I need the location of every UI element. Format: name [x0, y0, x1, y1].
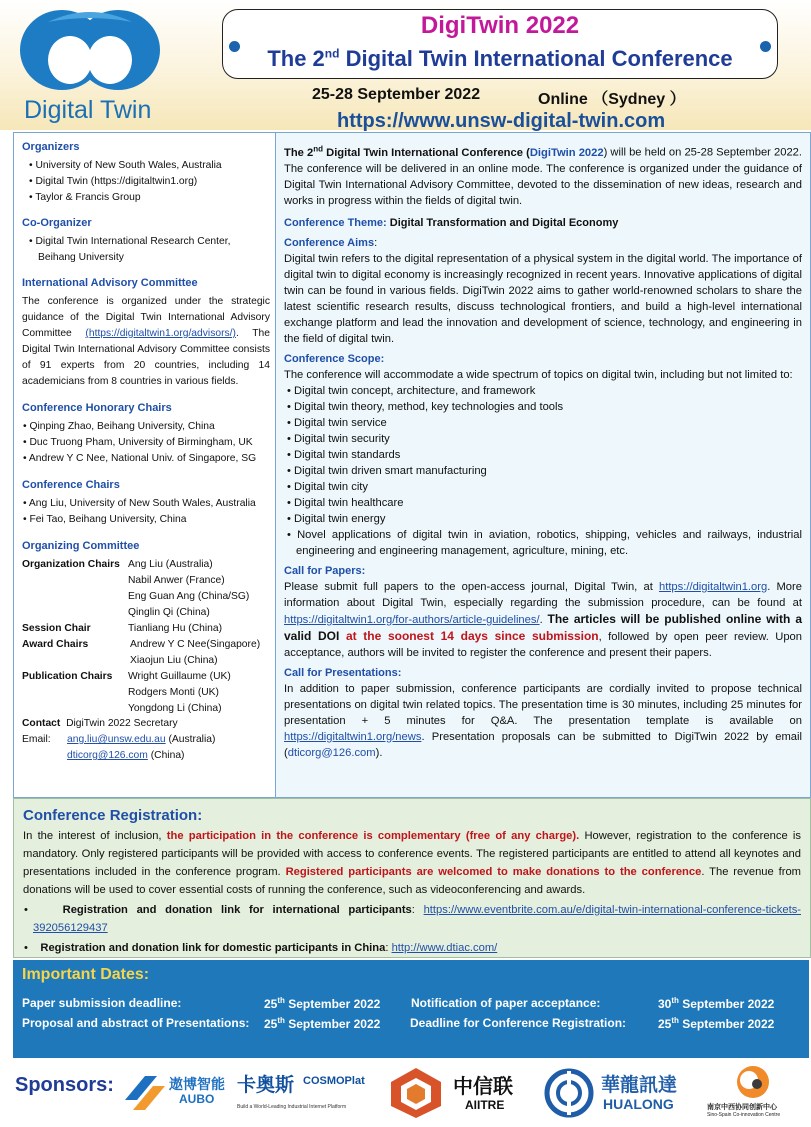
chair-item: • Fei Tao, Beihang University, China [23, 514, 187, 525]
sponsors-label: Sponsors: [15, 1074, 114, 1096]
header-banner [0, 0, 811, 130]
scope-item: • Digital twin energy [287, 512, 386, 525]
organizer-item: • Taylor & Francis Group [29, 192, 141, 203]
scope-item: • Digital twin healthcare [287, 496, 404, 509]
chair-item: • Ang Liu, University of New South Wales, Australia [23, 498, 256, 509]
theme-line: Conference Theme: Digital Transformation and Digital Economy [284, 216, 619, 229]
aiitre-logo: 中信联 AIITRE [453, 1076, 513, 1112]
hexagon-logo [387, 1066, 445, 1120]
cn-registration-item: • Registration and donation link for domestic participants in China: http://www.dtiac.com/ [24, 942, 498, 954]
dtiac-link[interactable]: http://www.dtiac.com/ [391, 942, 498, 954]
scope-item: • Digital twin service [287, 416, 387, 429]
org-chairs-list: Ang Liu (Australia) Nabil Anwer (France) Eng Guan Ang (China/SG) Qinglin Qi (China) [128, 559, 250, 618]
organizers-heading: Organizers [22, 141, 80, 153]
news-link[interactable]: https://digitaltwin1.org/news [284, 730, 422, 743]
right-column [276, 133, 810, 797]
presentations-heading: Call for Presentations: [284, 666, 402, 679]
organizer-item: • Digital Twin (https://digitaltwin1.org) [29, 176, 198, 187]
intro-paragraph: The 2nd Digital Twin International Conference (DigiTwin 2022) will be held on 25-28 September 2022. The conference will be delivered in an online mode. The conference is organized under the guidance of Digital Twin International Advisory Committee, devoted to the dissemination of new ideas, research and works in progress within the fields of digital twin. [284, 144, 802, 207]
committee-heading: Organizing Committee [22, 540, 140, 552]
co-organizer-item: • Digital Twin International Research Center, Beihang University [29, 236, 231, 263]
registration-title: Conference Registration: [23, 807, 203, 824]
email-china: dticorg@126.com (China) [67, 750, 185, 761]
eventbrite-link[interactable]: https://www.eventbrite.com.au/e/digital-twin-international-conference-tickets-392056129437 [33, 904, 802, 934]
aims-heading: Conference Aims: [284, 236, 378, 249]
guidelines-link[interactable]: https://digitaltwin1.org/for-authors/article-guidelines/ [284, 613, 540, 626]
co-organizer-heading: Co-Organizer [22, 217, 92, 229]
scope-intro: The conference will accommodate a wide spectrum of topics on digital twin, including but not limited to: [284, 368, 793, 381]
papers-text: Please submit full papers to the open-access journal, Digital Twin, at https://digitaltwin1.org. More information about Digital Twin, especially regarding the submission procedure, can be found at https://digitaltwin1.org/for-authors/article-guidelines/. The articles will be published online with a valid DOI at the soonest 14 days since submission, followed by open peer review. Upon acceptance, authors will be invited to register the conference and present their papers. [284, 580, 802, 659]
sino-spain-mark-icon [735, 1064, 771, 1100]
main-columns [13, 132, 811, 798]
registration-body [23, 827, 801, 957]
important-dates-title: Important Dates: [22, 966, 150, 983]
aims-text: Digital twin refers to the digital representation of a physical system in the digital world. The importance of digital twin to digital economy is increasingly recognized in recent years. Innovative applications of digital twin can be found in various fields. DigiTwin 2022 aims to gather world-renowned scholars to share the latest scientific research results, discuss technological frontiers, and build a high-level international exchange platform and lead the innovation and development of science, technology, and engineering in the field of digital twin. [284, 252, 802, 345]
date-label: Paper submission deadline: [22, 996, 182, 1010]
advisory-heading: International Advisory Committee [22, 277, 198, 289]
date-value: 25th September 2022 [264, 996, 381, 1011]
chairs-heading: Conference Chairs [22, 479, 120, 491]
hualong-logo: 華龍訊達 HUALONG [543, 1064, 703, 1122]
honorary-item: • Duc Truong Pham, University of Birmingham, UK [23, 437, 253, 448]
intl-registration-item: • Registration and donation link for international participants: https://www.eventbrite.com.au/e/digital-twin-international-conference-tickets-392056129437 [24, 904, 802, 934]
conference-dates: 25-28 September 2022 [312, 86, 481, 103]
title-box [222, 9, 778, 79]
left-column [14, 133, 276, 797]
papers-heading: Call for Papers: [284, 564, 366, 577]
advisory-text: The conference is organized under the strategic guidance of the Digital Twin International Advisory Committee (https://digitaltwin1.org/advisors/). The Digital Twin International Advisory Committee consists of 91 experts from 20 countries, including 14 academicians from 8 countries in various fields. [22, 296, 270, 387]
scope-list [284, 383, 802, 559]
advisors-link[interactable]: (https://digitaltwin1.org/advisors/) [85, 328, 236, 339]
honorary-item: • Andrew Y C Nee, National Univ. of Singapore, SG [23, 453, 257, 464]
journal-link[interactable]: https://digitaltwin1.org [658, 580, 768, 593]
scope-heading: Conference Scope: [284, 352, 385, 365]
scope-item: • Digital twin concept, architecture, and framework [287, 384, 536, 397]
conference-url[interactable]: https://www.unsw-digital-twin.com [337, 110, 666, 132]
sino-spain-logo: 南京中西协同创新中心 Sino-Spain Co-innovation Centre [707, 1064, 805, 1122]
conference-place: Online （Sydney ） [538, 91, 686, 108]
hualong-mark-icon [543, 1068, 595, 1118]
kaos-cosmoplat-logo: 卡奥斯 COSMOPlat Build a World-Leading Industrial Internet Platform [237, 1075, 365, 1110]
date-label: Deadline for Conference Registration: [410, 1016, 627, 1030]
date-value: 25th September 2022 [264, 1016, 381, 1031]
date-value: 30th September 2022 [658, 996, 775, 1011]
presentations-text: In addition to paper submission, conference participants are cordially invited to propose technical presentations on digital twin related topics. The presentation time is 30 minutes, including 25 minutes for presentation + 5 minutes for Q&A. The presentation template is available on https://digitaltwin1.org/news. Presentation proposals can be submitted to DigiTwin 2022 by email (dticorg@126.com). [284, 682, 802, 759]
important-dates-section [13, 960, 809, 1058]
registration-text: In the interest of inclusion, the participation in the conference is complementary (free of any charge). However, registration to the conference is mandatory. Only registered participants will be provided with access to conference events. The registered participants are entitled to attend all keynotes and presentations included in the conference program. Registered participants are welcomed to make donations to the conference. The revenue from donations will be used to cover essential costs of running the conference, such as videoconferencing and awards. [23, 830, 801, 896]
date-label: Proposal and abstract of Presentations: [22, 1016, 250, 1030]
award-chairs-list: Andrew Y C Nee(Singapore) Xiaojun Liu (China) [130, 639, 261, 666]
publication-chairs-list: Wright Guillaume (UK) Rodgers Monti (UK) Yongdong Li (China) [128, 671, 231, 714]
scope-item: • Digital twin theory, method, key technologies and tools [287, 400, 564, 413]
scope-item: • Digital twin driven smart manufacturing [287, 464, 487, 477]
logo-text: Digital Twin [24, 96, 152, 124]
date-label: Notification of paper acceptance: [411, 996, 601, 1010]
email-australia: ang.liu@unsw.edu.au (Australia) [67, 734, 216, 745]
scope-item: • Digital twin security [287, 432, 390, 445]
contact-line: Contact DigiTwin 2022 Secretary [22, 718, 178, 729]
honorary-item: • Qinping Zhao, Beihang University, China [23, 421, 215, 432]
scope-item: • Digital twin standards [287, 448, 401, 461]
organizer-item: • University of New South Wales, Australia [29, 160, 222, 171]
conference-subtitle: The 2nd Digital Twin International Conference [267, 46, 733, 71]
committee-table: Organization Chairs Ang Liu (Australia) Nabil Anwer (France) Eng Guan Ang (China/SG) Qinglin Qi (China) Session Chair Tianliang Hu (China) Award Chairs Andrew Y C Nee(Singapore) Xiaojun Liu (China) Publication Chairs Wright Guillaume (UK) Rodgers Monti (UK) Yongdong Li (China) Contact DigiTwin 2022 Secretary Email: ang.liu@unsw.edu.au (Australia) dticorg@126.com (China) [22, 557, 270, 757]
scope-item: • Novel applications of digital twin in aviation, robotics, shipping, vehicles and railways, industrial engineering and engineering management, agriculture, mining, etc. [287, 528, 802, 557]
date-value: 25th September 2022 [658, 1016, 775, 1031]
sponsors-bar [13, 1062, 809, 1124]
aubo-mark-icon [121, 1070, 169, 1116]
scope-item: • Digital twin city [287, 480, 369, 493]
registration-section [13, 798, 811, 958]
aubo-logo: 遨博智能 AUBO [121, 1064, 237, 1122]
conference-title: DigiTwin 2022 [420, 12, 580, 39]
honorary-heading: Conference Honorary Chairs [22, 402, 172, 414]
